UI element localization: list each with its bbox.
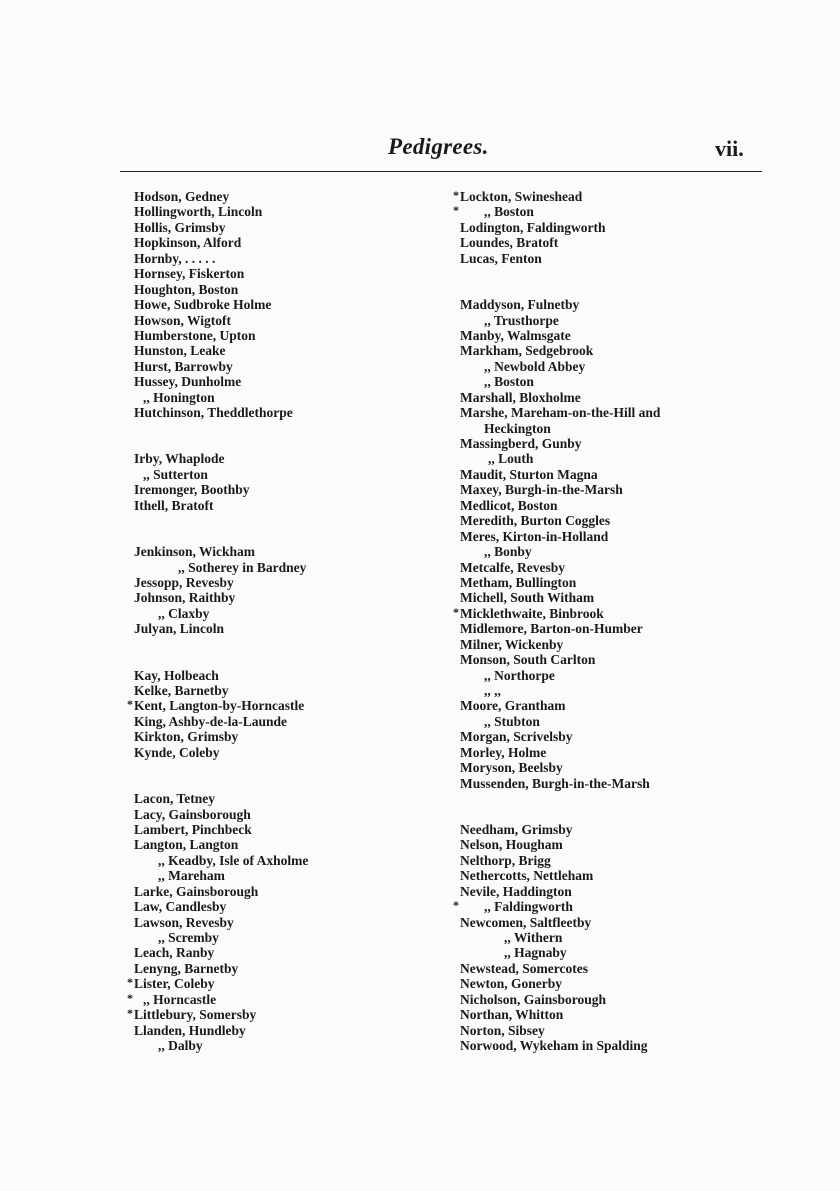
pedigree-entry: [134, 606, 308, 621]
pedigree-entry: [134, 405, 308, 420]
list-spacer: [134, 436, 308, 451]
pedigree-entry: [134, 544, 308, 559]
pedigree-entry-text: Metham, Bullington: [460, 574, 577, 590]
pedigree-entry-text: Lenyng, Barnetby: [134, 960, 239, 976]
pedigree-entry-text: Llanden, Hundleby: [134, 1022, 246, 1038]
asterisk-mark: *: [127, 990, 133, 1005]
list-spacer: [460, 282, 660, 297]
pedigree-entry-text: ,, Claxby: [158, 605, 210, 621]
pedigree-entry: [134, 498, 308, 513]
pedigree-entry-text: Ithell, Bratoft: [134, 497, 214, 513]
pedigree-entry-text: ,, Sotherey in Bardney: [178, 559, 307, 575]
list-spacer: [460, 266, 660, 281]
pedigree-entry-text: Law, Candlesby: [134, 899, 227, 915]
pedigree-entry-text: Norton, Sibsey: [460, 1022, 545, 1038]
pedigree-entry: [134, 235, 308, 250]
pedigree-entry: [460, 621, 660, 636]
pedigree-entry-text: ,, Faldingworth: [484, 899, 573, 915]
pedigree-entry: [460, 668, 660, 683]
pedigree-entry-text: Hopkinson, Alford: [134, 235, 242, 251]
pedigree-entry-text: Nevile, Haddington: [460, 883, 572, 899]
pedigree-entry: [460, 343, 660, 358]
asterisk-mark: *: [127, 975, 133, 990]
pedigree-entry: [134, 837, 308, 852]
pedigree-entry: [460, 513, 660, 528]
pedigree-entry-text: ,, ,,: [484, 683, 501, 698]
pedigree-entry: [460, 776, 660, 791]
pedigree-entry-text: ,, Dalby: [158, 1038, 203, 1054]
pedigree-entry-text: Markham, Sedgebrook: [460, 343, 594, 359]
pedigree-entry-text: Nelson, Hougham: [460, 837, 563, 853]
pedigree-entry: [460, 297, 660, 312]
pedigree-entry: [460, 544, 660, 559]
pedigree-entry: [134, 1023, 308, 1038]
pedigree-entry: [460, 1038, 660, 1053]
pedigree-entry: [460, 482, 660, 497]
pedigree-list-left: [127, 189, 309, 1054]
pedigree-entry: [460, 405, 660, 420]
pedigree-entry: [134, 945, 308, 960]
pedigree-entry-text: Morgan, Scrivelsby: [460, 729, 573, 745]
pedigree-entry-text: Morley, Holme: [460, 744, 547, 760]
pedigree-entry-text: ,, Newbold Abbey: [484, 358, 586, 374]
pedigree-entry-text: Northan, Whitton: [460, 1007, 564, 1023]
pedigree-entry-text: ,, Sutterton: [143, 466, 208, 482]
pedigree-entry-text: ,, Horncastle: [143, 991, 217, 1007]
pedigree-entry-text: Newton, Gonerby: [460, 976, 562, 992]
pedigree-entry-text: Marshe, Mareham-on-the-Hill and: [460, 405, 661, 421]
pedigree-entry: [134, 745, 308, 760]
pedigree-entry: [134, 621, 308, 636]
pedigree-entry: [134, 189, 308, 204]
pedigree-entry: [460, 915, 660, 930]
pedigree-entry-text: Nethercotts, Nettleham: [460, 868, 594, 884]
pedigree-entry-text: Kirkton, Grimsby: [134, 729, 239, 745]
pedigree-entry-text: ,, Honington: [143, 389, 215, 405]
list-spacer: [134, 637, 308, 652]
pedigree-entry-text: Newcomen, Saltfleetby: [460, 914, 592, 930]
pedigree-entry-text: Kent, Langton-by-Horncastle: [134, 698, 305, 714]
page-number: vii.: [715, 136, 744, 161]
pedigree-entry: [460, 961, 660, 976]
pedigree-entry: [460, 760, 660, 775]
pedigree-entry: [134, 328, 308, 343]
asterisk-mark: *: [453, 203, 459, 218]
pedigree-entry: [127, 975, 308, 992]
pedigree-entry-text: Massingberd, Gunby: [460, 436, 582, 451]
pedigree-entry: [460, 328, 660, 343]
pedigree-entry-text: ,, Hagnaby: [504, 945, 567, 961]
pedigree-entry-text: Kynde, Coleby: [134, 744, 220, 760]
pedigree-entry: [460, 374, 660, 389]
pedigree-entry: [460, 992, 660, 1007]
pedigree-entry: [460, 467, 660, 482]
asterisk-mark: *: [453, 898, 459, 913]
pedigree-entry: [134, 822, 308, 837]
pedigree-entry-text: Maudit, Sturton Magna: [460, 466, 598, 482]
asterisk-mark: *: [453, 604, 459, 619]
pedigree-entry-text: Jessopp, Revesby: [134, 574, 234, 590]
pedigree-entry: [134, 313, 308, 328]
pedigree-entry-text: Johnson, Raithby: [134, 590, 236, 606]
pedigree-entry: [134, 575, 308, 590]
pedigree-entry: [134, 220, 308, 235]
pedigree-entry-text: Julyan, Lincoln: [134, 621, 225, 637]
pedigree-entry: [460, 251, 660, 266]
list-spacer: [134, 421, 308, 436]
pedigree-entry: [460, 529, 660, 544]
pedigree-entry: [453, 604, 660, 621]
pedigree-entry: [127, 697, 308, 714]
pedigree-entry: [134, 899, 308, 914]
pedigree-entry-text: ,, Withern: [504, 930, 563, 945]
pedigree-entry: [460, 436, 660, 451]
pedigree-entry: [460, 498, 660, 513]
pedigree-entry-text: ,, Mareham: [158, 868, 225, 884]
pedigree-entry: [460, 714, 660, 729]
pedigree-entry: [460, 390, 660, 405]
pedigree-entry: [460, 560, 660, 575]
pedigree-entry-text: Michell, South Witham: [460, 590, 595, 606]
pedigree-entry-text: Kelke, Barnetby: [134, 683, 229, 698]
pedigree-entry-text: Lacy, Gainsborough: [134, 806, 251, 822]
pedigree-entry: [460, 822, 660, 837]
pedigree-entry-text: Maddyson, Fulnetby: [460, 297, 580, 313]
pedigree-entry: [134, 807, 308, 822]
pedigree-entry-text: Houghton, Boston: [134, 281, 239, 297]
pedigree-entry: [134, 359, 308, 374]
pedigree-entry-text: Lambert, Pinchbeck: [134, 821, 252, 837]
list-spacer: [134, 776, 308, 791]
pedigree-entry-text: ,, Boston: [484, 204, 534, 220]
pedigree-entry-text: ,, Keadby, Isle of Axholme: [158, 852, 309, 868]
pedigree-entry: [460, 945, 660, 960]
pedigree-entry: [460, 1007, 660, 1022]
pedigree-entry: [134, 297, 308, 312]
pedigree-entry: [134, 683, 308, 698]
list-spacer: [460, 807, 660, 822]
pedigree-entry: [460, 698, 660, 713]
pedigree-entry: [453, 898, 660, 915]
pedigree-entry-text: Lockton, Swineshead: [460, 189, 583, 204]
pedigree-entry-text: ,, Stubton: [484, 713, 540, 729]
pedigree-entry-text: Hollingworth, Lincoln: [134, 204, 263, 220]
pedigree-entry: [134, 390, 308, 405]
pedigree-entry: [453, 203, 660, 220]
pedigree-entry-text: Hutchinson, Theddlethorpe: [134, 405, 293, 421]
pedigree-entry-text: Irby, Whaplode: [134, 451, 225, 467]
pedigree-entry-text: Leach, Ranby: [134, 945, 215, 961]
pedigree-entry-text: Jenkinson, Wickham: [134, 544, 256, 560]
pedigree-entry: [460, 590, 660, 605]
pedigree-entry-text: Newstead, Somercotes: [460, 960, 588, 976]
pedigree-entry: [460, 1023, 660, 1038]
asterisk-mark: *: [127, 1006, 133, 1021]
pedigree-entry-text: Meres, Kirton-in-Holland: [460, 528, 609, 544]
pedigree-entry-text: ,, Scremby: [158, 930, 219, 945]
pedigree-entry: [460, 575, 660, 590]
pedigree-entry: [134, 451, 308, 466]
pedigree-entry-text: Maxey, Burgh-in-the-Marsh: [460, 482, 623, 498]
pedigree-entry-text: Meredith, Burton Coggles: [460, 513, 611, 529]
pedigree-entry: [134, 482, 308, 497]
pedigree-entry: [134, 1038, 308, 1053]
pedigree-entry-text: Medlicot, Boston: [460, 497, 558, 513]
pedigree-entry-text: Midlemore, Barton-on-Humber: [460, 621, 643, 637]
pedigree-entry-text: ,, Bonby: [484, 544, 532, 560]
pedigree-entry-text: Norwood, Wykeham in Spalding: [460, 1038, 648, 1054]
pedigree-entry: [460, 451, 660, 466]
pedigree-entry-text: Heckington: [484, 420, 551, 436]
pedigree-entry-text: Lawson, Revesby: [134, 914, 234, 930]
pedigree-entry-text: Langton, Langton: [134, 837, 239, 853]
pedigree-entry-text: Hornby, . . . . .: [134, 250, 216, 266]
pedigree-entry: [134, 374, 308, 389]
pedigree-entry: [460, 745, 660, 760]
list-spacer: [134, 760, 308, 775]
pedigree-entry: [134, 915, 308, 930]
pedigree-entry: [134, 204, 308, 219]
pedigree-entry-text: Humberstone, Upton: [134, 327, 256, 343]
list-spacer: [134, 513, 308, 528]
pedigree-entry-text: ,, Trusthorpe: [484, 312, 559, 328]
pedigree-entry: [127, 990, 308, 1007]
pedigree-entry: [460, 359, 660, 374]
pedigree-entry: [134, 251, 308, 266]
pedigree-entry-text: ,, Louth: [488, 451, 534, 467]
pedigree-entry: [460, 729, 660, 744]
pedigree-entry-text: Lucas, Fenton: [460, 250, 542, 266]
list-spacer: [134, 529, 308, 544]
pedigree-entry: [460, 652, 660, 667]
pedigree-entry-text: Manby, Walmsgate: [460, 327, 571, 343]
pedigree-entry-text: Lacon, Tetney: [134, 791, 216, 807]
pedigree-entry: [134, 729, 308, 744]
pedigree-entry-text: Hussey, Dunholme: [134, 374, 242, 390]
pedigree-entry: [134, 343, 308, 358]
pedigree-entry-text: Littlebury, Somersby: [134, 1007, 257, 1023]
page-title: Pedigrees.: [388, 134, 489, 159]
pedigree-entry: [134, 266, 308, 281]
pedigree-entry-text: Lister, Coleby: [134, 976, 215, 992]
pedigree-entry-text: Needham, Grimsby: [460, 821, 573, 837]
pedigree-entry: [134, 884, 308, 899]
pedigree-entry: [134, 560, 308, 575]
pedigree-entry-text: ,, Boston: [484, 374, 534, 390]
pedigree-entry-text: Moryson, Beelsby: [460, 760, 563, 776]
pedigree-entry-text: Nicholson, Gainsborough: [460, 991, 607, 1007]
pedigree-entry: [460, 930, 660, 945]
pedigree-entry-text: Loundes, Bratoft: [460, 235, 559, 251]
pedigree-entry-text: Hornsey, Fiskerton: [134, 266, 245, 282]
pedigree-entry-text: Lodington, Faldingworth: [460, 219, 606, 235]
pedigree-entry-text: Larke, Gainsborough: [134, 883, 259, 899]
pedigree-entry-text: Moore, Grantham: [460, 698, 566, 714]
pedigree-entry: [453, 188, 660, 204]
pedigree-entry: [134, 467, 308, 482]
pedigree-entry: [134, 668, 308, 683]
list-spacer: [134, 652, 308, 667]
pedigree-entry: [134, 930, 308, 945]
pedigree-list-right: [453, 188, 661, 1054]
pedigree-entry-text: Metcalfe, Revesby: [460, 559, 565, 575]
pedigree-entry-text: Howe, Sudbroke Holme: [134, 297, 272, 313]
pedigree-entry: [460, 637, 660, 652]
pedigree-entry-text: Hollis, Grimsby: [134, 219, 226, 235]
pedigree-entry-text: ,, Northorpe: [484, 667, 555, 683]
pedigree-entry: [460, 837, 660, 852]
header-rule: [120, 171, 762, 172]
pedigree-entry: [460, 853, 660, 868]
pedigree-entry: [460, 313, 660, 328]
pedigree-entry: [134, 853, 308, 868]
pedigree-entry-text: King, Ashby-de-la-Launde: [134, 713, 288, 729]
pedigree-entry: [134, 868, 308, 883]
pedigree-entry-text: Howson, Wigtoft: [134, 312, 232, 328]
pedigree-entry-text: Marshall, Bloxholme: [460, 389, 581, 405]
pedigree-entry: [460, 683, 660, 698]
pedigree-entry-text: Kay, Holbeach: [134, 667, 219, 683]
pedigree-entry-text: Iremonger, Boothby: [134, 482, 250, 498]
pedigree-entry: [460, 421, 660, 436]
asterisk-mark: *: [453, 188, 459, 202]
pedigree-entry-text: Micklethwaite, Binbrook: [460, 605, 604, 621]
pedigree-entry: [460, 220, 660, 235]
pedigree-entry-text: Monson, South Carlton: [460, 652, 596, 668]
list-spacer: [460, 791, 660, 806]
pedigree-entry: [134, 714, 308, 729]
pedigree-entry: [460, 884, 660, 899]
pedigree-entry-text: Hodson, Gedney: [134, 189, 230, 204]
pedigree-entry: [127, 1006, 308, 1023]
pedigree-entry-text: Hurst, Barrowby: [134, 358, 233, 374]
pedigree-entry-text: Mussenden, Burgh-in-the-Marsh: [460, 775, 650, 791]
pedigree-entry: [460, 868, 660, 883]
pedigree-entry: [134, 590, 308, 605]
pedigree-entry: [460, 976, 660, 991]
pedigree-entry-text: Nelthorp, Brigg: [460, 852, 551, 868]
pedigree-entry: [134, 791, 308, 806]
asterisk-mark: *: [127, 697, 133, 712]
pedigree-entry: [460, 235, 660, 250]
pedigree-entry: [134, 282, 308, 297]
pedigree-entry: [134, 961, 308, 976]
pedigree-entry-text: Hunston, Leake: [134, 343, 226, 359]
pedigree-entry-text: Milner, Wickenby: [460, 636, 564, 652]
